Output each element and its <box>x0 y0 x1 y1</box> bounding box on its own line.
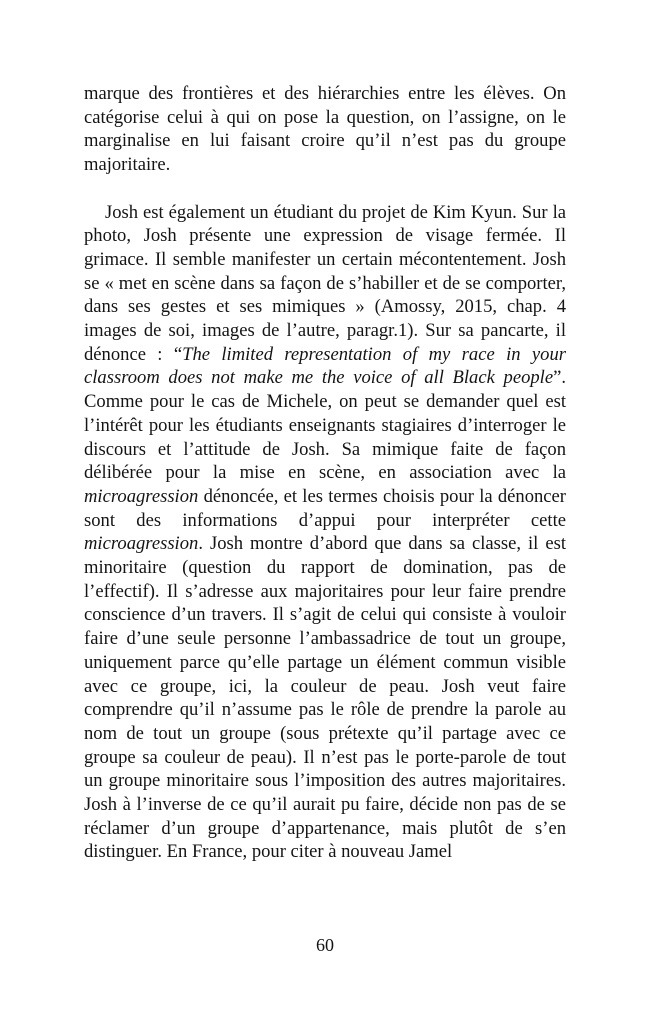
italic-quote: The limited representation of my race in your classroom does not make me the voice of all Black people <box>84 343 566 389</box>
text-segment: Josh est également un étudiant du projet de Kim Kyun. Sur la photo, Josh présente une expression de visage fermée. Il grimace. Il semble manifester un certain mécontentement. Josh se « met en scène dans sa façon de s’habiller et de se comporter, dans ses gestes et ses mimiques » (Amossy, 2015, chap. 4 images de soi, images de l’autre, paragr.1). Sur sa pancarte, il dénonce : “ <box>84 201 566 365</box>
italic-term: microagression <box>84 485 199 507</box>
text-segment: dénoncée, et les termes choisis pour la dénoncer sont des informations d’appui pour interpréter cette <box>84 485 566 531</box>
text-segment: . Josh montre d’abord que dans sa classe, il est minoritaire (question du rapport de domination, pas de l’effectif). Il s’adresse aux majoritaires pour leur faire prendre conscience d’un travers. Il s’agit de celui qui consiste à vouloir faire d’une seule personne l’ambassadrice de tout un groupe, uniquement parce qu’elle partage un élément commun visible avec ce groupe, ici, la couleur de peau. Josh veut faire comprendre qu’il n’assume pas le rôle de prendre la parole au nom de tout un groupe (sous prétexte qu’il partage avec ce groupe sa couleur de peau). Il n’est pas le porte-parole de tout un groupe minoritaire sous l’imposition des autres majoritaires. Josh à l’inverse de ce qu’il aurait pu faire, décide non pas de se réclamer d’un groupe d’appartenance, mais plutôt de s’en distinguer. En France, pour citer à nouveau Jamel <box>84 533 566 863</box>
paragraph-continuation <box>84 82 566 177</box>
page-body <box>84 82 566 864</box>
italic-term: microagression <box>84 533 199 555</box>
page-number: 60 <box>316 935 334 955</box>
text-segment: ”. Comme pour le cas de Michele, on peut se demander quel est l’intérêt pour les étudiants enseignants stagiaires d’interroger le discours et l’attitude de Josh. Sa mimique faite de façon délibérée pour la mise en scène, en association avec la <box>84 367 566 484</box>
paragraph-josh <box>84 201 566 865</box>
text-segment: marque des frontières et des hiérarchies entre les élèves. On catégorise celui à qui on pose la question, on l’assigne, on le marginalise en lui faisant croire qu’il n’est pas du groupe majoritaire. <box>84 83 566 176</box>
